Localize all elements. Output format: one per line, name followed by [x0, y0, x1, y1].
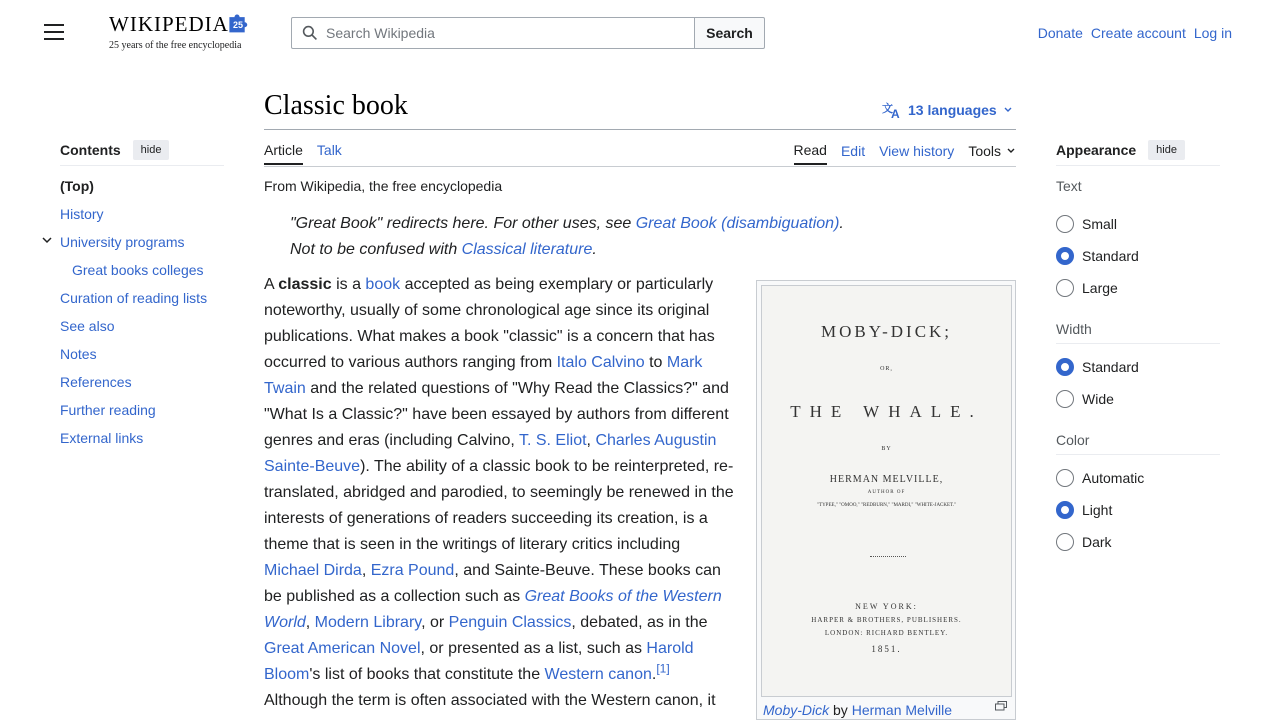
cover-year: 1851.: [871, 644, 902, 654]
contents-header: [60, 140, 169, 160]
tab-article[interactable]: Article: [264, 142, 303, 165]
lead-paragraph: A classic is a book accepted as being exemplary or particularly noteworthy, usually of some chronological age since its original publications. What makes a book "classic" is a concern that has occurred to various authors ranging from Italo Calvino to Mark Twain and the related questions of "Why Read the Classics?" and "What Is a Classic?" have been essayed by authors from different genres and eras (including Calvino, T. S. Eliot, Charles Augustin Sainte-Beuve). The ability of a classic book to be reinterpreted, re-translated, abridged and parodied, to seemingly be renewed in the interests of generations of readers succeeding its creation, is a theme that is seen in the writings of literary critics including Michael Dirda, Ezra Pound, and Sainte-Beuve. These books can be published as a collection such as Great Books of the Western World, Modern Library, or Penguin Classics, debated, as in the Great American Novel, or presented as a list, such as Harold Bloom's list of books that constitute the Western canon.[1]: [264, 276, 734, 683]
view-tabs: [794, 142, 1017, 165]
svg-text:文: 文: [882, 103, 893, 115]
toc-item-external-links[interactable]: External links: [60, 430, 144, 446]
link-modern-library[interactable]: Modern Library: [314, 614, 422, 631]
toc-item-history[interactable]: History: [60, 206, 104, 222]
cover-author-of: AUTHOR OF: [867, 490, 906, 495]
chevron-down-icon: [1003, 105, 1013, 115]
radio-color-automatic[interactable]: Automatic: [1056, 469, 1144, 487]
contents-title: Contents: [60, 142, 121, 158]
logo-tagline: 25 years of the free encyclopedia: [109, 40, 242, 51]
moby-dick-link[interactable]: Moby-Dick: [763, 702, 830, 718]
cover-author: HERMAN MELVILLE,: [829, 474, 944, 485]
title-divider: [264, 129, 1016, 130]
figure-moby-dick: [756, 280, 1016, 720]
cover-city: NEW YORK:: [855, 602, 918, 611]
search-button[interactable]: Search: [694, 17, 765, 49]
link-great-books-western-world[interactable]: Great Books of the Western World: [264, 588, 722, 631]
text-size-label: Text: [1056, 178, 1082, 194]
language-selector[interactable]: [882, 101, 1013, 119]
hatnote-confusion: Not to be confused with Classical literature.: [290, 241, 597, 258]
radio-dot: [1056, 469, 1074, 487]
namespace-tabs: [264, 142, 342, 165]
appearance-header: [1056, 140, 1185, 160]
enlarge-icon[interactable]: [995, 701, 1007, 711]
link-sainte-beuve[interactable]: Charles Augustin Sainte-Beuve: [264, 432, 717, 475]
tab-edit[interactable]: Edit: [840, 143, 866, 159]
link-penguin-classics[interactable]: Penguin Classics: [448, 614, 572, 631]
second-paragraph: Although the term is often associated with the Western canon, it: [264, 692, 716, 709]
toc-item-references[interactable]: References: [60, 374, 132, 390]
reference-1[interactable]: [1]: [656, 661, 670, 676]
classical-literature-link[interactable]: Classical literature: [461, 241, 593, 258]
menu-icon: [44, 24, 64, 26]
appearance-hide-button[interactable]: hide: [1148, 140, 1185, 160]
color-label: Color: [1056, 432, 1090, 448]
cover-title: MOBY-DICK;: [820, 322, 953, 341]
hatnote-redirect: "Great Book" redirects here. For other uses, see Great Book (disambiguation).: [290, 215, 844, 232]
cover-publisher: HARPER & BROTHERS, PUBLISHERS.: [811, 616, 962, 624]
logo-wordmark: WIKIPEDIA: [109, 12, 229, 36]
radio-color-dark[interactable]: Dark: [1056, 533, 1112, 551]
cover-by: BY: [881, 446, 892, 452]
contents-hide-button[interactable]: hide: [133, 140, 170, 160]
chevron-down-icon[interactable]: [41, 234, 53, 246]
puzzle-25-icon: [226, 12, 250, 36]
width-divider: [1056, 343, 1220, 344]
cover-ornament: [870, 556, 906, 558]
link-italo-calvino[interactable]: Italo Calvino: [556, 354, 645, 371]
radio-width-standard[interactable]: Standard: [1056, 358, 1139, 376]
radio-dot-selected: [1056, 358, 1074, 376]
figure-caption: Moby-Dick by Herman Melville: [763, 702, 953, 718]
tab-view-history[interactable]: View history: [879, 143, 955, 159]
radio-text-standard[interactable]: Standard: [1056, 247, 1139, 265]
link-mark-twain[interactable]: Mark Twain: [264, 354, 703, 397]
translate-icon: [882, 101, 902, 119]
toc-item-university-programs[interactable]: University programs: [60, 234, 185, 250]
toc-item-further-reading[interactable]: Further reading: [60, 402, 156, 418]
radio-text-small[interactable]: Small: [1056, 215, 1117, 233]
radio-dot-selected: [1056, 247, 1074, 265]
link-western-canon[interactable]: Western canon: [544, 666, 652, 683]
tabs-divider: [264, 166, 1016, 167]
search-input[interactable]: [292, 18, 694, 48]
radio-color-light[interactable]: Light: [1056, 501, 1112, 519]
toc-item-great-books-colleges[interactable]: Great books colleges: [72, 262, 204, 278]
site-subtitle: From Wikipedia, the free encyclopedia: [264, 178, 503, 194]
cover-works: "TYPEE," "OMOO," "REDBURN," "MARDI," "WHITE-JACKET.": [816, 503, 957, 508]
search-field[interactable]: [291, 17, 695, 49]
radio-dot: [1056, 279, 1074, 297]
radio-dot: [1056, 215, 1074, 233]
radio-text-large[interactable]: Large: [1056, 279, 1118, 297]
main-menu-button[interactable]: [44, 24, 64, 42]
link-michael-dirda[interactable]: Michael Dirda: [264, 562, 362, 579]
toc-item-top[interactable]: (Top): [60, 178, 94, 194]
width-label: Width: [1056, 321, 1092, 337]
radio-width-wide[interactable]: Wide: [1056, 390, 1114, 408]
link-book[interactable]: book: [365, 276, 401, 293]
cover-subtitle: THE WHALE.: [790, 402, 983, 421]
tools-label: Tools: [968, 143, 1001, 159]
contents-divider: [60, 165, 224, 166]
color-divider: [1056, 454, 1220, 455]
search-icon: [302, 25, 318, 41]
link-ezra-pound[interactable]: Ezra Pound: [370, 562, 455, 579]
cover-london: LONDON: RICHARD BENTLEY.: [824, 629, 949, 637]
svg-text:25: 25: [233, 20, 244, 30]
create-account-link[interactable]: Create account: [1090, 25, 1186, 41]
languages-count: 13 languages: [908, 102, 997, 118]
donate-link[interactable]: Donate: [1037, 25, 1083, 41]
tools-menu[interactable]: [968, 143, 1016, 164]
cover-or: OR,: [880, 366, 893, 372]
radio-dot: [1056, 390, 1074, 408]
appearance-title: Appearance: [1056, 142, 1137, 158]
chevron-down-icon: [1006, 146, 1016, 156]
toc-item-notes[interactable]: Notes: [60, 346, 97, 362]
herman-melville-link[interactable]: Herman Melville: [851, 702, 953, 718]
article-body: [264, 272, 738, 714]
link-ts-eliot[interactable]: T. S. Eliot: [518, 432, 587, 449]
toc-item-curation[interactable]: Curation of reading lists: [60, 290, 208, 306]
tab-read[interactable]: Read: [794, 142, 827, 165]
svg-text:A: A: [891, 107, 900, 119]
log-in-link[interactable]: Log in: [1193, 25, 1232, 41]
link-harold-bloom[interactable]: Harold Bloom: [264, 640, 694, 683]
link-great-american-novel[interactable]: Great American Novel: [264, 640, 421, 657]
radio-dot: [1056, 533, 1074, 551]
disambiguation-link[interactable]: Great Book (disambiguation): [635, 215, 840, 232]
tab-talk[interactable]: Talk: [316, 142, 342, 158]
page-title: Classic book: [264, 90, 408, 121]
appearance-divider: [1056, 165, 1220, 166]
radio-dot-selected: [1056, 501, 1074, 519]
moby-dick-cover-image[interactable]: [761, 285, 1012, 697]
wikipedia-logo[interactable]: [108, 12, 258, 56]
user-links: [1038, 25, 1232, 41]
toc-item-see-also[interactable]: See also: [60, 318, 115, 334]
